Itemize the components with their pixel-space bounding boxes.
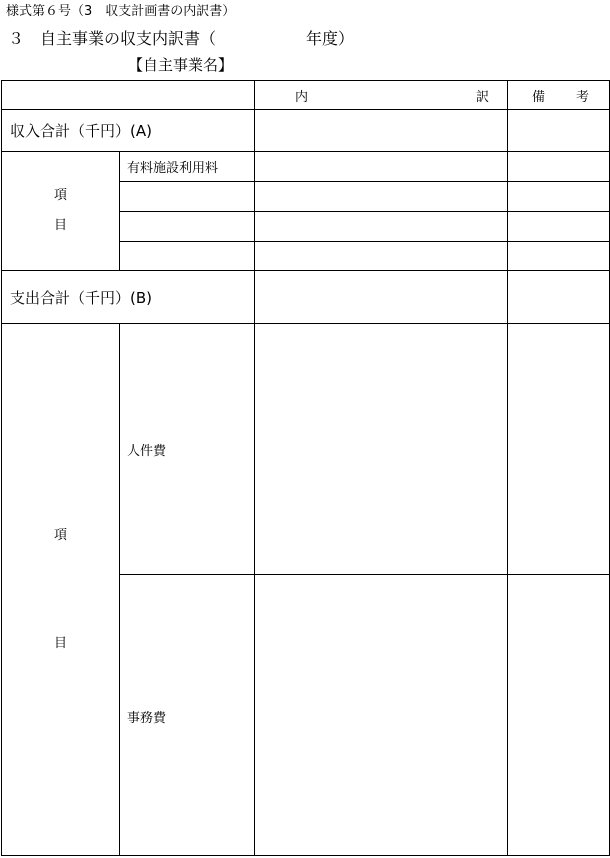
income-item-breakdown-cell[interactable] <box>255 182 508 212</box>
expense-total-memo-cell[interactable] <box>508 271 610 324</box>
income-item-breakdown-cell[interactable] <box>255 152 508 182</box>
expense-item-memo-cell[interactable] <box>508 575 610 856</box>
income-total-row <box>2 110 610 152</box>
income-item-breakdown-cell[interactable] <box>255 242 508 271</box>
income-item-name[interactable]: 有料施設利用料 <box>120 152 255 182</box>
income-item-memo-cell[interactable] <box>508 152 610 182</box>
expense-item-breakdown-cell[interactable] <box>255 575 508 856</box>
income-item-memo-cell[interactable] <box>508 212 610 242</box>
memo-header-right: 考 <box>575 89 589 105</box>
expense-total-label: 支出合計（千円）(B) <box>2 271 255 324</box>
expense-item-char-2: 目 <box>53 635 67 651</box>
memo-header <box>508 81 610 110</box>
income-item-name[interactable] <box>120 212 255 242</box>
income-item-char-2: 目 <box>53 218 67 233</box>
title-suffix: 年度） <box>306 29 355 48</box>
form-number-label: 様式第６号（3 収支計画書の内訳書） <box>6 4 236 19</box>
income-item-name[interactable] <box>120 182 255 212</box>
expense-total-row <box>2 271 610 324</box>
income-item-memo-cell[interactable] <box>508 242 610 271</box>
project-name-label: 【自主事業名】 <box>128 56 234 74</box>
income-item-memo-cell[interactable] <box>508 182 610 212</box>
document-title <box>8 26 354 49</box>
expense-item-label <box>2 324 120 856</box>
expense-item-char-1: 項 <box>53 527 67 543</box>
breakdown-header <box>255 81 508 110</box>
income-item-breakdown-cell[interactable] <box>255 212 508 242</box>
expense-total-breakdown-cell[interactable] <box>255 271 508 324</box>
title-prefix: ３ 自主事業の収支内訳書（ <box>8 29 217 48</box>
income-item-name[interactable] <box>120 242 255 271</box>
income-item-row <box>2 152 610 182</box>
memo-header-left: 備 <box>532 89 546 105</box>
expense-item-name[interactable]: 事務費 <box>120 575 255 856</box>
expense-item-memo-cell[interactable] <box>508 324 610 575</box>
breakdown-header-left: 内 <box>295 89 309 105</box>
income-total-breakdown-cell[interactable] <box>255 110 508 152</box>
header-row <box>2 81 610 110</box>
expense-item-name[interactable]: 人件費 <box>120 324 255 575</box>
expense-item-row <box>2 324 610 575</box>
income-total-memo-cell[interactable] <box>508 110 610 152</box>
breakdown-header-right: 訳 <box>475 89 489 105</box>
income-item-label <box>2 152 120 271</box>
income-expense-table <box>1 80 610 856</box>
income-total-label: 収入合計（千円）(A) <box>2 110 255 152</box>
income-item-char-1: 項 <box>53 188 67 203</box>
header-blank-cell <box>2 81 255 110</box>
expense-item-breakdown-cell[interactable] <box>255 324 508 575</box>
